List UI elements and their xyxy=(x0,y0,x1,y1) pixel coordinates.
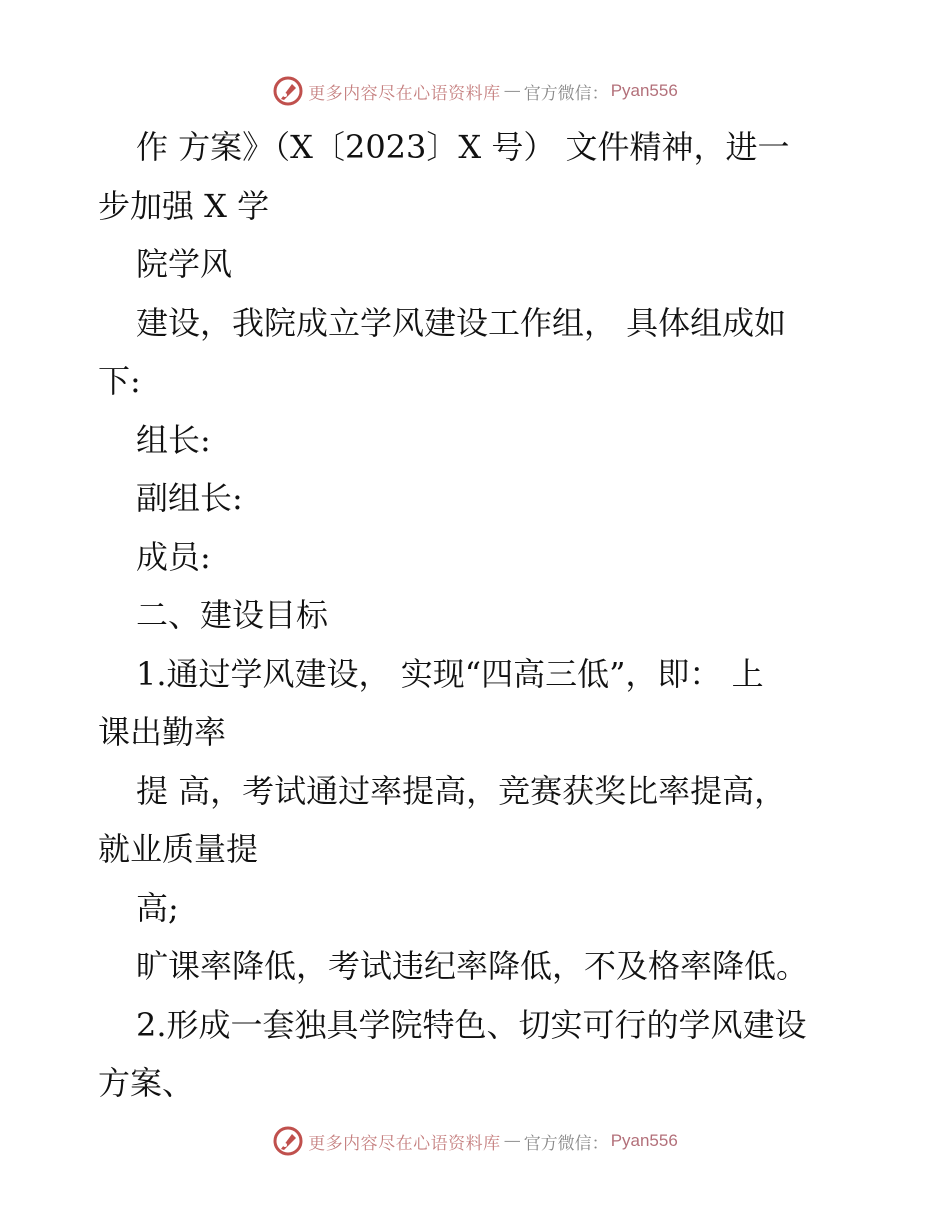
text-line: 建设，我院成立学风建设工作组， 具体组成如 xyxy=(136,303,787,342)
watermark-label: 官方微信： xyxy=(523,83,609,104)
header-watermark xyxy=(0,71,950,111)
text-line: 二、建设目标 xyxy=(136,596,329,634)
watermark-handle: Pyan556 xyxy=(610,1131,678,1150)
text-line: 作 方案》（X〔2023〕X 号） 文件精神，进一 xyxy=(136,128,790,166)
text-line: 成员: xyxy=(136,537,211,576)
text-line: 组长: xyxy=(136,420,211,459)
pen-nib-logo-icon xyxy=(272,75,304,107)
watermark-text: 更多内容尽在心语资料库 xyxy=(308,1133,501,1154)
document-body xyxy=(98,118,858,1113)
text-line: 1.通过学风建设， 实现“四高三低”，即： 上 xyxy=(136,654,764,693)
watermark-separator: — xyxy=(503,1131,521,1151)
text-line: 步加强 X 学 xyxy=(98,186,270,225)
text-line: 方案、 xyxy=(98,1064,195,1102)
watermark-separator: — xyxy=(503,81,521,101)
watermark-label: 官方微信： xyxy=(523,1133,609,1154)
text-line: 课出勤率 xyxy=(98,713,227,751)
text-line: 院学风 xyxy=(136,245,233,283)
footer-watermark xyxy=(0,1121,950,1161)
watermark-text: 更多内容尽在心语资料库 xyxy=(308,83,501,104)
watermark-handle: Pyan556 xyxy=(610,81,678,100)
text-line: 旷课率降低，考试违纪率降低，不及格率降低。 xyxy=(136,947,809,985)
text-line: 副组长: xyxy=(136,479,243,517)
text-line: 提 高，考试通过率提高，竞赛获奖比率提高， xyxy=(136,771,787,810)
text-line: 高; xyxy=(136,888,179,927)
text-line: 2.形成一套独具学院特色、切实可行的学风建设 xyxy=(136,1005,807,1044)
text-line: 下: xyxy=(98,362,141,400)
text-line: 就业质量提 xyxy=(98,830,259,868)
pen-nib-logo-icon xyxy=(272,1125,304,1157)
